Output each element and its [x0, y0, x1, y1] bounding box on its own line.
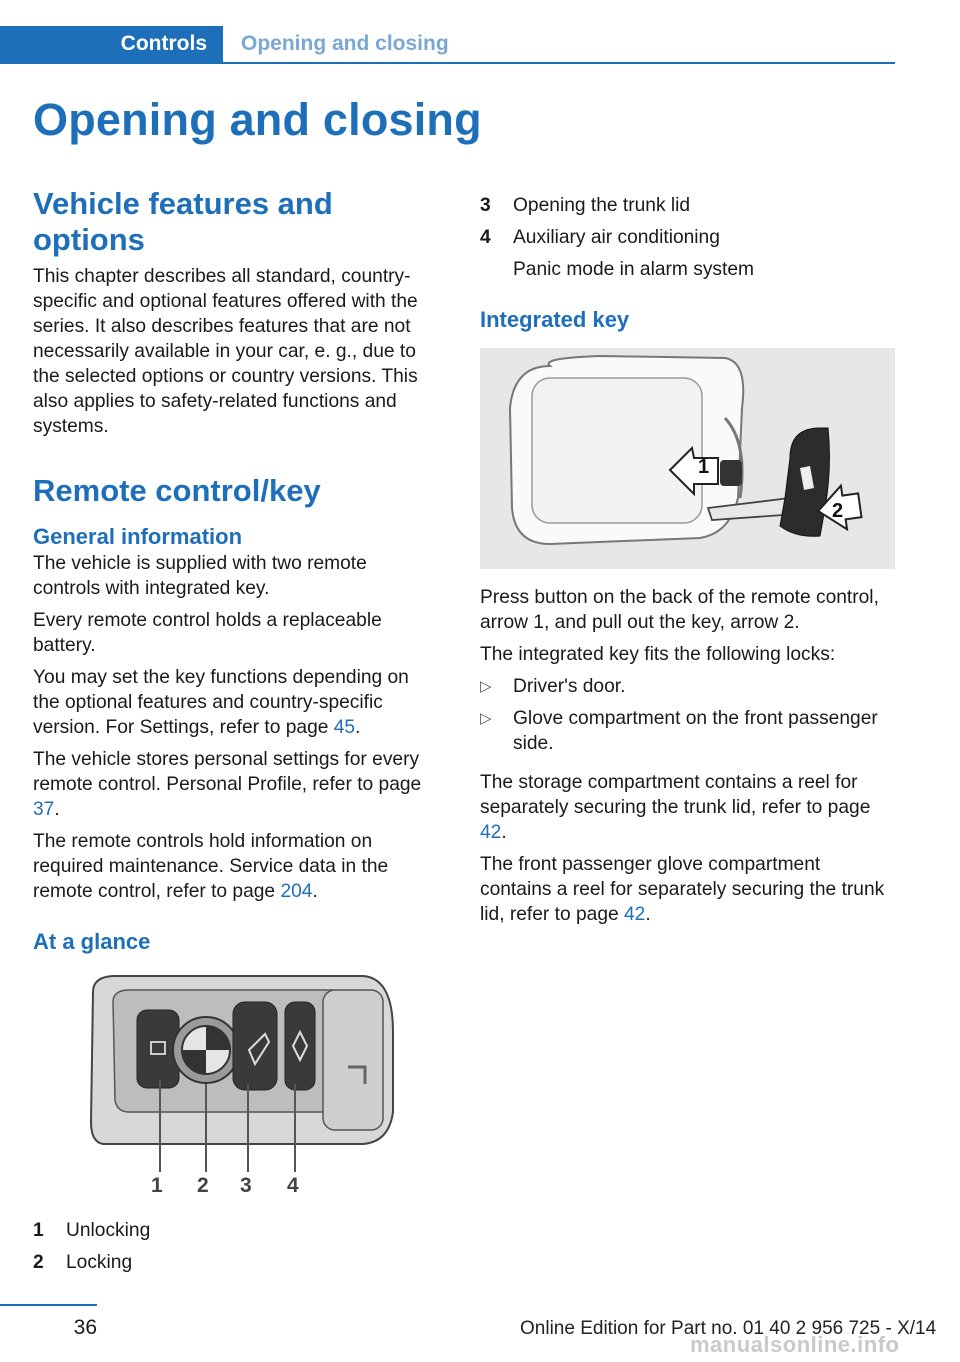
item-label-main: Auxiliary air conditioning	[513, 227, 720, 248]
at-a-glance-heading: At a glance	[33, 929, 151, 954]
page-link-37[interactable]: 37	[33, 799, 55, 820]
button-legend-right	[480, 193, 895, 282]
list-item	[33, 1250, 438, 1275]
arrow-label-1: 1	[698, 456, 710, 478]
paragraph-glove-reel: The front passenger glove compartment contains a reel for separately securing the trunk lid, refer to page 42.	[480, 854, 885, 925]
button-legend-left	[33, 1218, 438, 1275]
left-column	[33, 186, 438, 1282]
page-link-42-glove[interactable]: 42	[624, 904, 646, 925]
callout-2: 2	[197, 1174, 209, 1197]
text: The storage compartment contains a reel for separately securing the trunk lid, refer to page	[480, 772, 871, 818]
integrated-key-illustration	[480, 348, 895, 569]
page-number: 36	[73, 1316, 97, 1339]
locks-list	[480, 674, 895, 756]
general-information-heading: General information	[33, 524, 243, 549]
list-item	[480, 225, 895, 282]
page-link-204[interactable]: 204	[280, 881, 313, 902]
item-number: 3	[480, 195, 491, 216]
tab-controls[interactable]: Controls	[0, 26, 223, 62]
tab-opening-and-closing[interactable]: Opening and closing	[241, 32, 449, 55]
integrated-key-heading: Integrated key	[480, 307, 630, 332]
item-number: 1	[33, 1220, 44, 1241]
remote-control-heading: Remote control/key	[33, 473, 321, 508]
paragraph-maintenance: The remote controls hold information on required maintenance. Service data in the remote control, refer to page 204.	[33, 831, 389, 902]
paragraph-two-remotes: The vehicle is supplied with two remote controls with integrated key.	[33, 553, 367, 599]
triangle-bullet-icon: ▷	[480, 710, 492, 727]
paragraph-key-fits: The integrated key fits the following locks:	[480, 644, 836, 665]
list-item	[480, 706, 895, 756]
right-column	[480, 186, 895, 934]
item-number: 2	[33, 1252, 44, 1273]
paragraph-storage-reel: The storage compartment contains a reel for separately securing the trunk lid, refer to page 42.	[480, 772, 871, 843]
item-number: 4	[480, 227, 491, 248]
item-label: Opening the trunk lid	[513, 195, 691, 216]
text: The front passenger glove compartment contains a reel for separately securing the trunk lid, refer to page	[480, 854, 885, 925]
vehicle-features-heading: Vehicle features and options	[33, 186, 333, 257]
triangle-bullet-icon: ▷	[480, 678, 492, 695]
integrated-key-figure	[480, 348, 895, 569]
page-link-42[interactable]: 42	[480, 822, 502, 843]
paragraph-battery: Every remote control holds a replaceable battery.	[33, 610, 382, 656]
footer-divider	[0, 1304, 97, 1306]
header-bar	[0, 26, 895, 64]
item-label	[513, 225, 754, 282]
remote-control-figure	[33, 972, 438, 1204]
paragraph-press-button: Press button on the back of the remote control, arrow 1, and pull out the key, arrow 2.	[480, 587, 879, 633]
item-label: Unlocking	[66, 1220, 151, 1241]
lock-label: Glove compartment on the front passenger side.	[513, 708, 878, 754]
text: You may set the key functions depending on the optional features and country-specific version. For Settings, refer to page	[33, 667, 409, 738]
paragraph-personal-settings: The vehicle stores personal settings for every remote control. Personal Profile, refer to page 37.	[33, 749, 422, 820]
remote-control-illustration	[33, 972, 438, 1204]
lock-label: Driver's door.	[513, 676, 626, 697]
page-title: Opening and closing	[33, 94, 482, 145]
edition-text: Online Edition for Part no. 01 40 2 956 725 - X/14	[520, 1318, 937, 1339]
item-label-sub: Panic mode in alarm system	[513, 259, 754, 280]
callout-4: 4	[287, 1174, 299, 1197]
page-link-45[interactable]: 45	[333, 717, 356, 738]
arrow-label-2: 2	[832, 500, 844, 522]
text: The remote controls hold information on required maintenance. Service data in the remote control, refer to page	[33, 831, 389, 902]
list-item	[480, 193, 895, 218]
text: The vehicle stores personal settings for every remote control. Personal Profile, refer to page	[33, 749, 422, 795]
callout-1: 1	[151, 1174, 163, 1197]
item-label: Locking	[66, 1252, 133, 1273]
list-item	[33, 1218, 438, 1243]
watermark: manualsonline.info	[690, 1332, 900, 1357]
vehicle-features-text: This chapter describes all standard, country-specific and optional features offered with the series. It also describes features that are not necessarily available in your car, e. g., due to the selected options or country versions. This also applies to safety-related functions and systems.	[33, 266, 418, 437]
paragraph-key-functions: You may set the key functions depending on the optional features and country-specific version. For Settings, refer to page 45.	[33, 667, 409, 738]
list-item	[480, 674, 895, 699]
callout-3: 3	[240, 1174, 252, 1197]
